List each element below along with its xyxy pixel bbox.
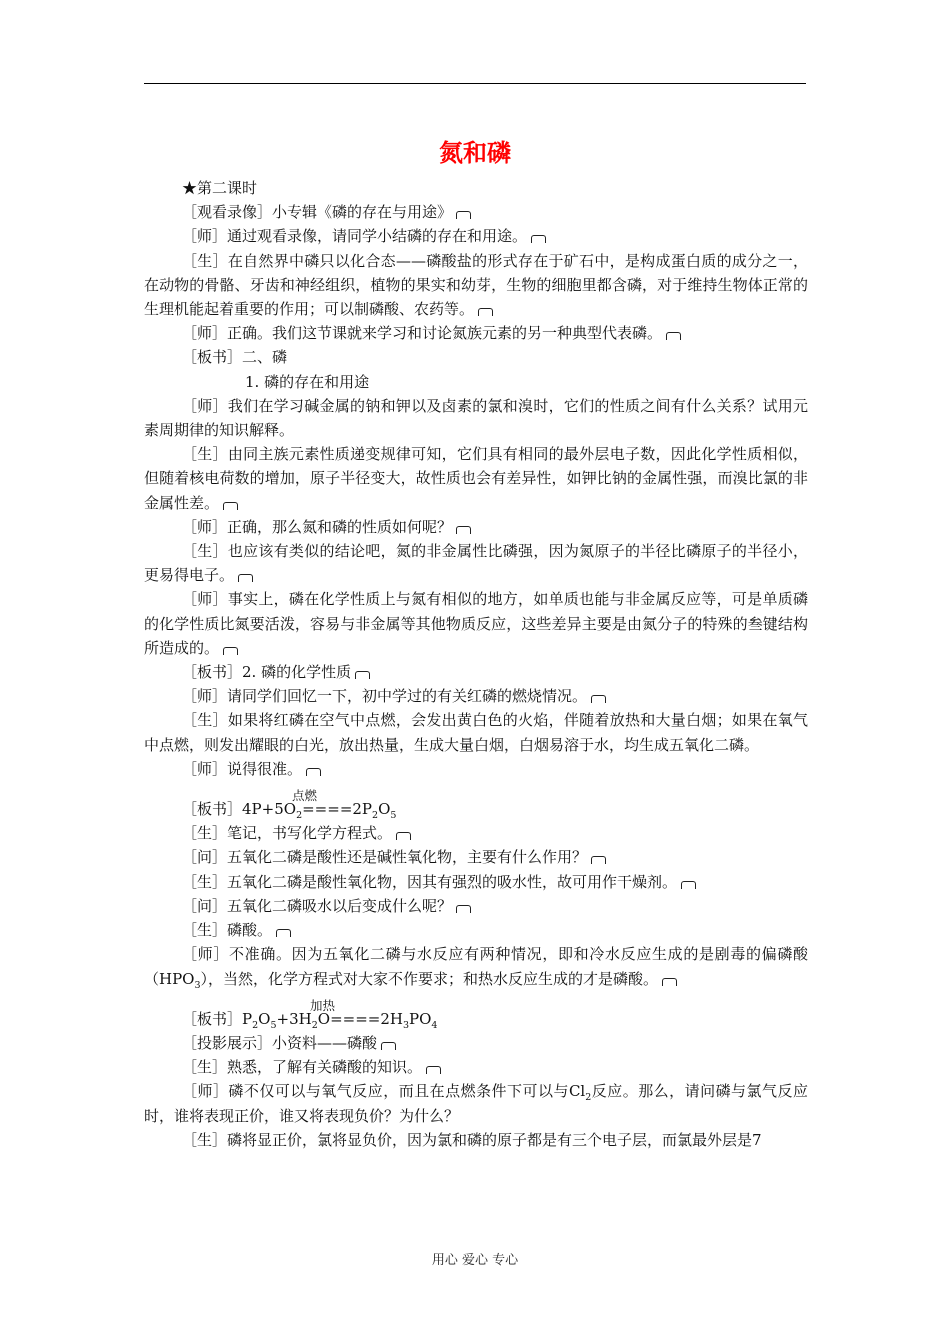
paragraph: 1. 磷的存在和用途 (245, 372, 370, 391)
paragraph: ［师］正确，那么氮和磷的性质如何呢？ (144, 515, 808, 539)
document-body (144, 176, 808, 1152)
paragraph-mark-icon (276, 929, 291, 937)
paragraph: ［生］磷酸。 (144, 918, 808, 942)
paragraph-mark-icon (591, 695, 606, 703)
paragraph-mark-icon (662, 978, 677, 986)
paragraph: ［生］如果将红磷在空气中点燃，会发出黄白色的火焰，伴随着放热和大量白烟；如果在氧气中点燃，则发出耀眼的白光，放出热量，生成大量白烟，白烟易溶于水，均生成五氧化二磷。 (144, 711, 808, 754)
paragraph: ［师］正确。我们这节课就来学习和讨论氮族元素的另一种典型代表磷。 (144, 321, 808, 345)
paragraph: ★第二课时 (182, 179, 258, 197)
paragraph-mark-icon (456, 526, 471, 534)
paragraph: ［生］磷将显正价，氯将显负价，因为氯和磷的原子都是有三个电子层，而氯最外层是7 (182, 1130, 762, 1149)
paragraph: ［观看录像］小专辑《磷的存在与用途》 (144, 200, 808, 224)
paragraph-mark-icon (355, 671, 370, 679)
paragraph-mark-icon (396, 832, 411, 840)
header-rule (144, 83, 806, 84)
paragraph: ［问］五氧化二磷是酸性还是碱性氧化物，主要有什么作用？ (144, 845, 808, 869)
paragraph-mark-icon (666, 332, 681, 340)
paragraph-mark-icon (223, 502, 238, 510)
reaction-condition: 点燃 (292, 788, 318, 804)
paragraph: ［生］由同主族元素性质递变规律可知，它们具有相同的最外层电子数，因此化学性质相似，但随着核电荷数的增加，原子半径变大，故性质也会有差异性，如钾比钠的金属性强，而溴比氯的非金属性差。 (144, 445, 808, 512)
paragraph: ［板书］2. 磷的化学性质 (144, 660, 808, 684)
paragraph: ［投影展示］小资料——磷酸 (144, 1031, 808, 1055)
paragraph: ［师］说得很准。 (144, 757, 808, 781)
paragraph-mark-icon (306, 768, 321, 776)
paragraph-mark-icon (478, 308, 493, 316)
paragraph-mark-icon (426, 1066, 441, 1074)
paragraph: ［师］事实上，磷在化学性质上与氮有相似的地方，如单质也能与非金属反应等，可是单质磷的化学性质比氮要活泼，容易与非金属等其他物质反应，这些差异主要是由氮分子的特殊的叁键结构所造成的。 (144, 590, 808, 657)
paragraph-mark-icon (681, 881, 696, 889)
paragraph: ［师］不准确。因为五氧化二磷与水反应有两种情况，即和冷水反应生成的是剧毒的偏磷酸$(HPO_3)$，当然，化学方程式对大家不作要求；和热水反应生成的才是磷酸。 (144, 945, 808, 991)
paragraph: ［问］五氧化二磷吸水以后变成什么呢？ (144, 894, 808, 918)
paragraph: ［师］请同学们回忆一下，初中学过的有关红磷的燃烧情况。 (144, 684, 808, 708)
paragraph-mark-icon (591, 856, 606, 864)
page-footer: 用心 爱心 专心 (431, 1253, 519, 1268)
paragraph: ［生］五氧化二磷是酸性氧化物，因其有强烈的吸水性，故可用作干燥剂。 (144, 870, 808, 894)
paragraph-mark-icon (223, 647, 238, 655)
reaction-condition: 加热 (310, 997, 336, 1013)
equation-line: ［板书$]P_2O_5+3H_2O====2H_3PO_4$ (182, 1009, 438, 1031)
paragraph: ［师］磷不仅可以与氧气反应，而且在点燃条件下可以与$Cl_2$反应。那么，请问磷与氯气反应时，谁将表现正价，谁又将表现负价？为什么？ (144, 1082, 808, 1125)
paragraph: ［师］我们在学习碱金属的钠和钾以及卤素的氯和溴时，它们的性质之间有什么关系？试用元素周期律的知识解释。 (144, 396, 808, 440)
paragraph: ［生］在自然界中磷只以化合态——磷酸盐的形式存在于矿石中，是构成蛋白质的成分之一，在动物的骨骼、牙齿和神经组织，植物的果实和幼芽，生物的细胞里都含磷，对于维持生物体正常的生理机能起着重要的作用；可以制磷酸、农药等。 (144, 251, 808, 319)
paragraph: ［生］也应该有类似的结论吧，氮的非金属性比磷强，因为氮原子的半径比磷原子的半径小，更易得电子。 (144, 542, 808, 585)
paragraph-mark-icon (238, 574, 253, 582)
paragraph-mark-icon (531, 235, 546, 243)
paragraph: ［师］通过观看录像，请同学小结磷的存在和用途。 (144, 224, 808, 248)
paragraph-mark-icon (456, 905, 471, 913)
paragraph-mark-icon (381, 1042, 396, 1050)
equation-line: ［板书$]4P+5O_2====2P_2O_5$ (182, 800, 397, 822)
paragraph-mark-icon (456, 211, 471, 219)
paragraph: ［生］笔记，书写化学方程式。 (144, 821, 808, 845)
page-title: 氮和磷 (439, 139, 511, 167)
paragraph: ［板书］二、磷 (182, 348, 288, 367)
paragraph: ［生］熟悉，了解有关磷酸的知识。 (144, 1055, 808, 1079)
